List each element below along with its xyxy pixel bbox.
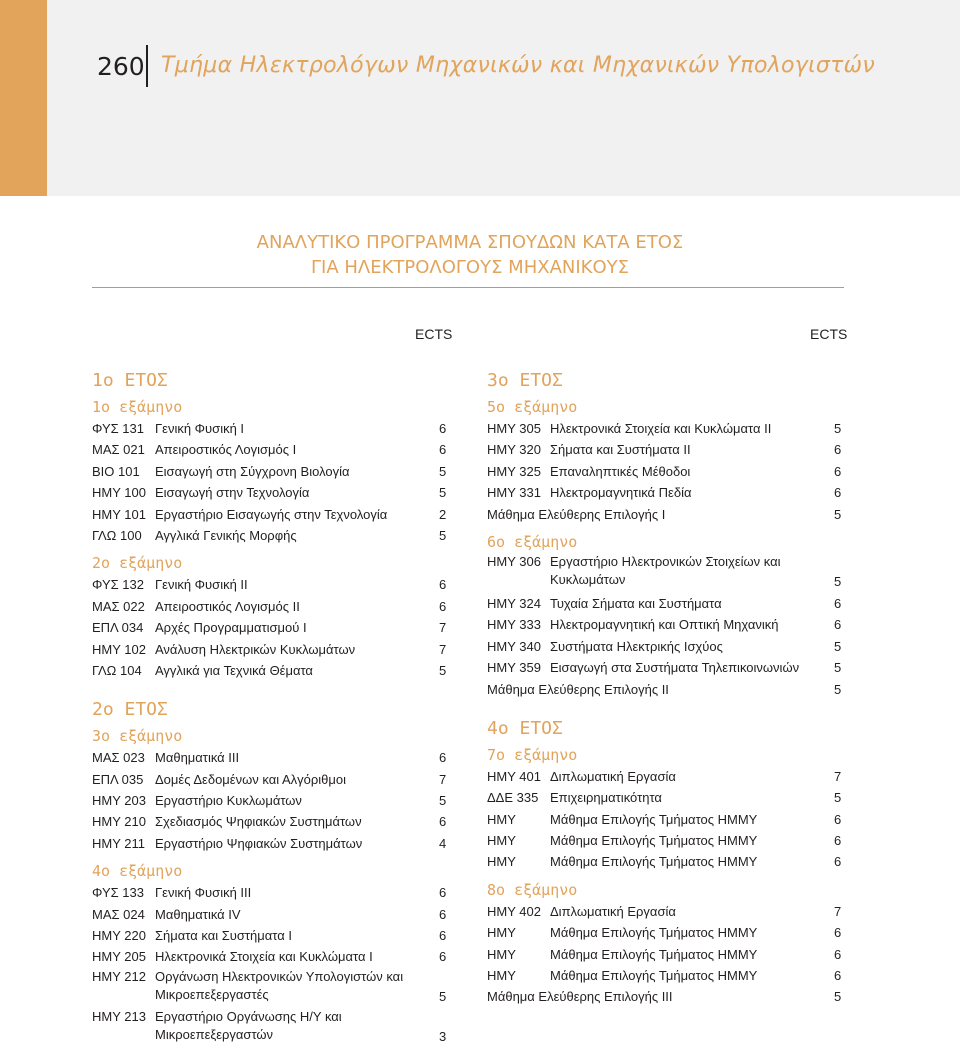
course-ects: 6 — [439, 577, 447, 593]
course-code: ΗΜΥ 402 — [487, 903, 541, 919]
header-band — [0, 0, 960, 196]
course-row — [487, 461, 847, 482]
course-row — [92, 504, 452, 525]
ects-column-header-left: ECTS — [415, 326, 453, 342]
title-rule — [92, 287, 844, 288]
course-title: Ηλεκτρονικά Στοιχεία και Κυκλώματα Ι — [155, 949, 373, 965]
course-ects: 6 — [439, 928, 447, 944]
course-row — [487, 636, 847, 657]
course-ects: 7 — [439, 641, 447, 657]
course-ects: 5 — [439, 662, 447, 678]
course-row — [92, 769, 452, 790]
course-ects: 6 — [439, 885, 447, 901]
course-row — [92, 439, 452, 460]
course-row — [487, 809, 847, 830]
left-column — [92, 368, 452, 1048]
course-code: ΗΜΥ — [487, 811, 516, 827]
course-ects: 6 — [834, 485, 842, 501]
course-code: ΜΑΣ 022 — [92, 598, 145, 614]
year-heading-3: 3ο ΕΤΟΣ — [487, 370, 563, 391]
course-ects: 5 — [834, 681, 842, 697]
course-ects: 6 — [834, 617, 842, 633]
course-code: ΗΜΥ 340 — [487, 638, 541, 654]
course-ects: 6 — [834, 595, 842, 611]
course-code: ΜΑΣ 021 — [92, 442, 145, 458]
course-row — [92, 946, 452, 967]
course-code: ΗΜΥ 324 — [487, 595, 541, 611]
course-code: ΗΜΥ 359 — [487, 660, 541, 676]
course-code: ΗΜΥ 220 — [92, 928, 146, 944]
course-title: Εργαστήριο Εισαγωγής στην Τεχνολογία — [155, 506, 388, 522]
running-title: Τμήμα Ηλεκτρολόγων Μηχανικών και Μηχανικών Υπολογιστών — [161, 53, 875, 78]
course-title: Τυχαία Σήματα και Συστήματα — [550, 595, 722, 611]
course-ects: 6 — [439, 750, 447, 766]
course-title: Σχεδιασμός Ψηφιακών Συστημάτων — [155, 814, 362, 830]
course-row — [487, 553, 847, 593]
semester-8-courses — [487, 901, 847, 1008]
course-code: ΜΑΣ 023 — [92, 750, 145, 766]
course-title: Ηλεκτρονικά Στοιχεία και Κυκλώματα ΙΙ — [550, 421, 772, 436]
course-title: Εργαστήριο Κυκλωμάτων — [155, 793, 302, 809]
course-code: ΗΜΥ 320 — [487, 442, 541, 458]
course-ects: 5 — [439, 527, 447, 543]
course-row — [487, 504, 847, 525]
course-title: Μάθημα Επιλογής Τμήματος ΗΜΜΥ — [550, 925, 758, 941]
course-ects: 5 — [439, 463, 447, 479]
course-row — [487, 922, 847, 943]
course-ects: 5 — [834, 573, 842, 589]
course-code: ΗΜΥ — [487, 925, 516, 941]
chapter-color-tab — [0, 0, 47, 196]
course-title: Μάθημα Ελεύθερης Επιλογής Ι — [487, 506, 666, 522]
course-code: ΗΜΥ — [487, 833, 516, 849]
course-title: Διπλωματική Εργασία — [550, 903, 676, 919]
course-title: Ανάλυση Ηλεκτρικών Κυκλωμάτων — [155, 641, 356, 657]
ects-column-header-right: ECTS — [810, 326, 848, 342]
course-ects: 6 — [834, 925, 842, 941]
course-title: Εισαγωγή στην Τεχνολογία — [155, 485, 310, 501]
course-ects: 5 — [439, 485, 447, 501]
course-code: ΗΜΥ 305 — [487, 421, 541, 436]
course-row — [487, 830, 847, 851]
page-number: 260 — [97, 52, 145, 81]
course-title: Εργαστήριο Ψηφιακών Συστημάτων — [155, 835, 363, 851]
course-ects: 6 — [439, 906, 447, 922]
course-row — [487, 787, 847, 808]
course-title: Απειροστικός Λογισμός ΙΙ — [155, 598, 300, 614]
course-ects: 4 — [439, 835, 447, 851]
year-heading-1: 1ο ΕΤΟΣ — [92, 370, 168, 391]
right-column — [487, 368, 847, 1008]
course-title: Σήματα και Συστήματα Ι — [155, 928, 292, 944]
course-title: Μάθημα Επιλογής Τμήματος ΗΜΜΥ — [550, 833, 758, 849]
course-code: ΗΜΥ 102 — [92, 641, 146, 657]
course-ects: 6 — [834, 854, 842, 870]
course-code: ΓΛΩ 104 — [92, 662, 142, 678]
course-code: ΜΑΣ 024 — [92, 906, 145, 922]
course-ects: 7 — [439, 620, 447, 636]
course-ects: 6 — [439, 949, 447, 965]
course-row — [487, 614, 847, 635]
course-title: Ηλεκτρομαγνητική και Οπτική Μηχανική — [550, 617, 779, 633]
course-title: Αγγλικά Γενικής Μορφής — [155, 527, 297, 543]
course-code: ΗΜΥ 325 — [487, 463, 541, 479]
course-row — [92, 660, 452, 681]
course-row — [487, 901, 847, 922]
course-code: ΗΜΥ 401 — [487, 768, 541, 784]
course-code: ΕΠΛ 035 — [92, 771, 144, 787]
course-row — [92, 904, 452, 925]
course-title: Μαθηματικά ΙV — [155, 906, 241, 922]
course-row — [92, 461, 452, 482]
course-code: ΗΜΥ — [487, 968, 516, 984]
course-title: Απειροστικός Λογισμός Ι — [155, 442, 297, 458]
course-title: Μάθημα Επιλογής Τμήματος ΗΜΜΥ — [550, 854, 758, 870]
course-code: ΗΜΥ 203 — [92, 793, 146, 809]
course-title: Μάθημα Ελεύθερης Επιλογής ΙΙΙ — [487, 989, 673, 1005]
course-row — [92, 482, 452, 503]
course-code: ΦΥΣ 132 — [92, 577, 144, 593]
course-title: Γενική Φυσική ΙΙ — [155, 577, 248, 593]
course-row — [92, 833, 452, 854]
semester-7-courses — [487, 766, 847, 873]
semester-4-courses — [92, 882, 452, 1048]
semester-6-courses — [487, 553, 847, 700]
course-title: Εργαστήριο Ηλεκτρονικών Στοιχείων και Κυκλωμάτων — [550, 553, 781, 587]
course-title: Εισαγωγή στα Συστήματα Τηλεπικοινωνιών — [550, 660, 800, 676]
course-title: Δομές Δεδομένων και Αλγόριθμοι — [155, 771, 347, 787]
course-code: ΓΛΩ 100 — [92, 527, 142, 543]
course-code: ΗΜΥ 213 — [92, 1008, 146, 1024]
course-row — [92, 617, 452, 638]
course-ects: 5 — [834, 421, 842, 436]
course-code: ΗΜΥ 333 — [487, 617, 541, 633]
course-ects: 5 — [834, 660, 842, 676]
course-code: ΗΜΥ 210 — [92, 814, 146, 830]
course-ects: 5 — [439, 793, 447, 809]
course-row — [92, 882, 452, 903]
course-title: Μάθημα Επιλογής Τμήματος ΗΜΜΥ — [550, 946, 758, 962]
course-ects: 6 — [439, 421, 447, 436]
course-row — [487, 593, 847, 614]
course-row — [487, 965, 847, 986]
semester-heading-5: 5ο εξάμηνο — [487, 398, 578, 416]
course-row — [487, 679, 847, 700]
course-code: ΗΜΥ 205 — [92, 949, 146, 965]
course-row — [487, 657, 847, 678]
course-code: ΕΠΛ 034 — [92, 620, 144, 636]
course-row — [487, 851, 847, 872]
course-row — [92, 790, 452, 811]
course-row — [487, 944, 847, 965]
course-code: ΗΜΥ — [487, 946, 516, 962]
course-ects: 6 — [439, 598, 447, 614]
course-ects: 6 — [834, 811, 842, 827]
course-title: Σήματα και Συστήματα ΙΙ — [550, 442, 691, 458]
course-ects: 6 — [834, 946, 842, 962]
year-heading-2: 2ο ΕΤΟΣ — [92, 699, 168, 721]
course-code: ΦΥΣ 133 — [92, 885, 144, 901]
course-code: ΗΜΥ 331 — [487, 485, 541, 501]
semester-heading-1: 1ο εξάμηνο — [92, 398, 183, 416]
course-title: Εισαγωγή στη Σύγχρονη Βιολογία — [155, 463, 350, 479]
course-ects: 6 — [834, 833, 842, 849]
course-ects: 5 — [439, 988, 447, 1004]
course-ects: 5 — [834, 790, 842, 806]
course-title: Επιχειρηματικότητα — [550, 790, 662, 806]
course-title: Επαναληπτικές Μέθοδοι — [550, 463, 691, 479]
semester-heading-8: 8ο εξάμηνο — [487, 880, 578, 899]
course-row — [92, 574, 452, 595]
course-title: Γενική Φυσική Ι — [155, 421, 245, 436]
semester-heading-6: 6ο εξάμηνο — [487, 532, 578, 551]
document-title: ΑΝΑΛΥΤΙΚΟ ΠΡΟΓΡΑΜΜΑ ΣΠΟΥΔΩΝ ΚΑΤΑ ΕΤΟΣ — [256, 232, 684, 253]
course-code: ΗΜΥ 100 — [92, 485, 146, 501]
course-title: Αγγλικά για Τεχνικά Θέματα — [155, 662, 313, 678]
course-title: Μάθημα Επιλογής Τμήματος ΗΜΜΥ — [550, 968, 758, 984]
course-title: Μάθημα Ελεύθερης Επιλογής ΙΙ — [487, 681, 669, 697]
course-title: Μάθημα Επιλογής Τμήματος ΗΜΜΥ — [550, 811, 758, 827]
semester-heading-3: 3ο εξάμηνο — [92, 727, 183, 746]
semester-heading-4: 4ο εξάμηνο — [92, 862, 183, 881]
course-row — [487, 986, 847, 1007]
course-title: Μαθηματικά ΙΙΙ — [155, 750, 240, 766]
course-ects: 5 — [834, 506, 842, 522]
course-ects: 2 — [439, 506, 447, 522]
course-title: Οργάνωση Ηλεκτρονικών Υπολογιστών και Μικροεπεξεργαστές — [155, 968, 404, 1002]
course-ects: 5 — [834, 638, 842, 654]
course-row — [92, 968, 452, 1008]
course-row — [92, 811, 452, 832]
course-row — [92, 596, 452, 617]
course-row — [487, 766, 847, 787]
course-ects: 7 — [834, 768, 842, 784]
course-code: ΔΔΕ 335 — [487, 790, 539, 806]
course-title: Αρχές Προγραμματισμού Ι — [155, 620, 307, 636]
course-ects: 6 — [834, 463, 842, 479]
course-row — [92, 418, 452, 439]
course-row — [92, 1008, 452, 1048]
course-row — [92, 525, 452, 546]
document-subtitle: ΓΙΑ ΗΛΕΚΤΡΟΛΟΓΟΥΣ ΜΗΧΑΝΙΚΟΥΣ — [310, 257, 629, 278]
course-ects: 6 — [439, 442, 447, 458]
course-ects: 6 — [439, 814, 447, 830]
course-code: ΗΜΥ — [487, 854, 516, 870]
semester-3-courses — [92, 747, 452, 854]
course-ects: 3 — [439, 1028, 447, 1044]
course-row — [487, 482, 847, 503]
course-row — [92, 639, 452, 660]
semester-heading-7: 7ο εξάμηνο — [487, 745, 578, 764]
course-code: ΗΜΥ 101 — [92, 506, 146, 522]
course-row — [92, 925, 452, 946]
course-code: ΗΜΥ 306 — [487, 553, 541, 569]
semester-heading-2: 2ο εξάμηνο — [92, 554, 183, 573]
course-code: ΦΥΣ 131 — [92, 421, 144, 436]
course-title: Συστήματα Ηλεκτρικής Ισχύος — [550, 638, 723, 654]
course-ects: 7 — [439, 771, 447, 787]
course-title: Εργαστήριο Οργάνωσης Η/Υ και Μικροεπεξεργαστών — [155, 1008, 342, 1042]
semester-1-courses — [92, 418, 452, 546]
course-code: ΗΜΥ 212 — [92, 968, 146, 984]
semester-2-courses — [92, 574, 452, 681]
course-title: Ηλεκτρομαγνητικά Πεδία — [550, 485, 692, 501]
course-title: Διπλωματική Εργασία — [550, 768, 676, 784]
semester-5-courses — [487, 418, 847, 525]
course-ects: 7 — [834, 903, 842, 919]
course-title: Γενική Φυσική ΙΙΙ — [155, 885, 252, 901]
course-code: ΒΙΟ 101 — [92, 463, 140, 479]
course-ects: 6 — [834, 968, 842, 984]
year-heading-4: 4ο ΕΤΟΣ — [487, 717, 563, 739]
course-code: ΗΜΥ 211 — [92, 835, 145, 851]
course-ects: 6 — [834, 442, 842, 458]
course-ects: 5 — [834, 989, 842, 1005]
header-divider — [146, 45, 148, 87]
course-row — [487, 439, 847, 460]
course-row — [487, 418, 847, 439]
course-row — [92, 747, 452, 768]
